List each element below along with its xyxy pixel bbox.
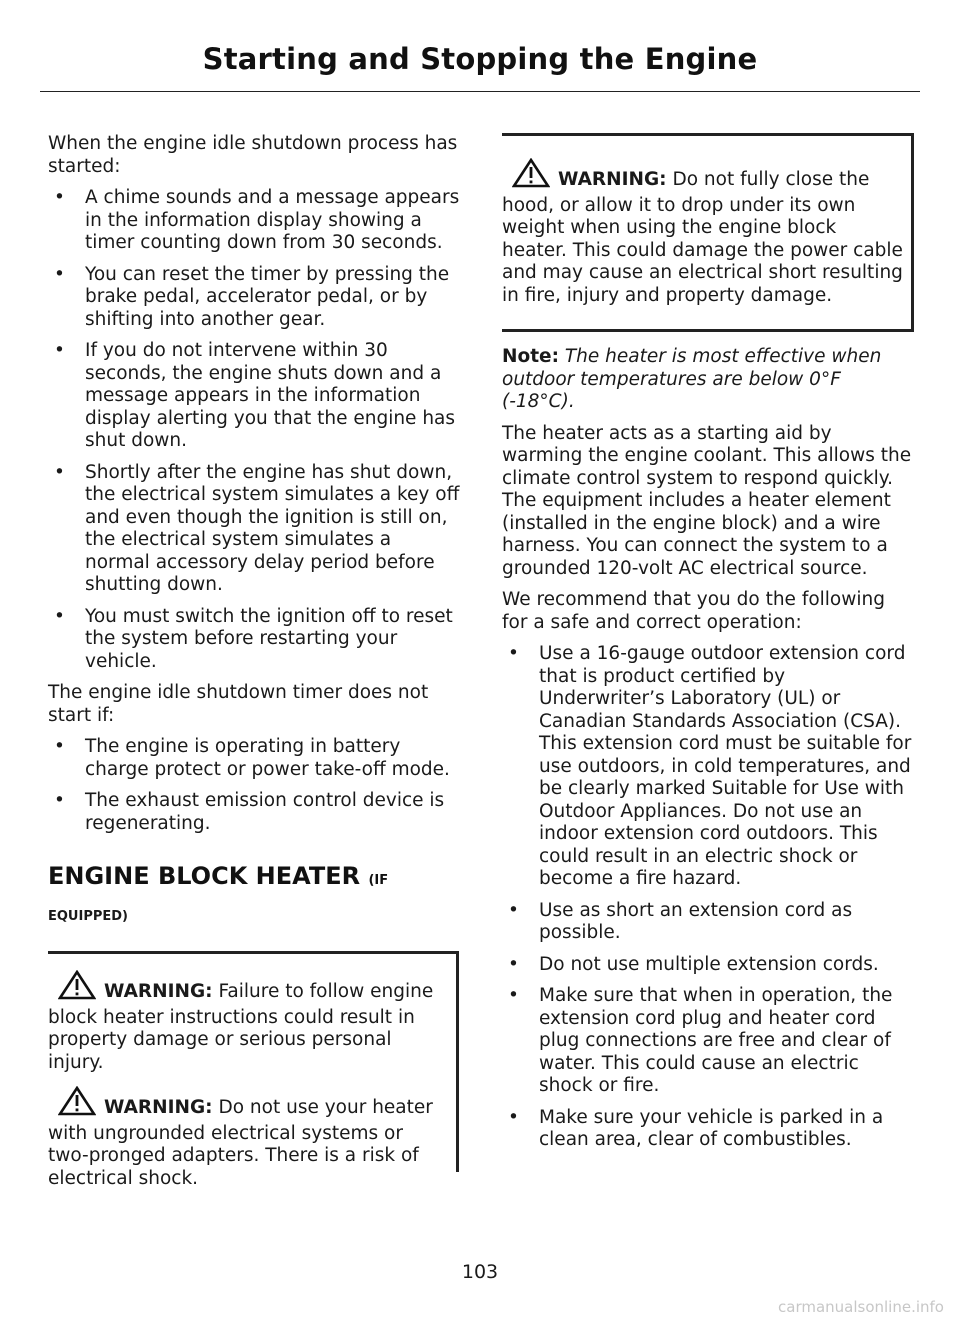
bullet-icon: • — [54, 461, 65, 483]
warning-label: WARNING: — [104, 981, 213, 1002]
list-item — [502, 985, 914, 1098]
list-item — [48, 790, 460, 835]
list-item — [48, 340, 460, 453]
list-item-text: Make sure your vehicle is parked in a clean area, clear of combustibles. — [539, 1106, 884, 1150]
warning-triangle-icon — [512, 158, 550, 195]
timer-exceptions-list — [48, 736, 460, 835]
list-item-text: The engine is operating in battery charge protect or power take-off mode. — [85, 736, 450, 780]
list-item-text: Make sure that when in operation, the extension cord plug and heater cord plug connections are free and clear of water. This could cause an electric shock or fire. — [539, 985, 893, 1096]
heater-description: The heater acts as a starting aid by warming the engine coolant. This allows the climate control system to respond quickly. The equipment includes a heater element (installed in the engine block) and a wire harness. You can connect the system to a grounded 120-volt AC electrical source. — [502, 422, 912, 579]
list-item-text: Do not use multiple extension cords. — [539, 953, 879, 975]
warning-text: Do not fully close the hood, or allow it to drop under its own weight when using the engine block heater. This could damage the power cable and may cause an electrical short resulting in fire, injury and property damage. — [502, 169, 903, 306]
watermark: carmanualsonline.info — [778, 1298, 944, 1316]
bullet-icon: • — [508, 899, 519, 921]
bullet-icon: • — [508, 985, 519, 1006]
list-item — [48, 264, 460, 332]
list-item — [502, 643, 914, 891]
idle-shutdown-list — [48, 187, 460, 673]
warning-paragraph — [502, 158, 903, 307]
section-heading-suffix: (IF — [368, 873, 389, 888]
note-label: Note: — [502, 346, 559, 367]
bullet-icon: • — [54, 605, 65, 627]
list-item-text: Use a 16-gauge outdoor extension cord that is product certified by Underwriter’s Laboratory (UL) or Canadian Standards Association (CSA). This extension cord must be suitable for use outdoors, in cold temperatures, and be clearly marked Suitable for Use with Outdoor Appliances. Do not use an indoor extension cord outdoors. This could result in an electric shock or become a fire hazard. — [539, 643, 912, 889]
bullet-icon: • — [54, 736, 65, 757]
bullet-icon: • — [508, 953, 519, 975]
list-item — [48, 736, 460, 781]
bullet-icon: • — [54, 790, 65, 811]
header-divider — [40, 91, 920, 92]
warning-label: WARNING: — [104, 1097, 213, 1118]
left-column — [48, 133, 460, 1189]
right-column — [502, 133, 914, 1161]
list-item — [48, 187, 460, 255]
timer-intro: The engine idle shutdown timer does not start if: — [48, 682, 429, 726]
recommendation-list — [502, 643, 914, 1152]
list-item-text: The exhaust emission control device is regenerating. — [85, 790, 445, 834]
bullet-icon: • — [508, 1106, 519, 1128]
warning-text: Failure to follow engine block heater instructions could result in property damage or serious personal injury. — [48, 981, 434, 1073]
list-item-text: Shortly after the engine has shut down, the electrical system simulates a key off and even though the ignition is still on, the electrical system simulates a normal accessory delay period before shutting down. — [85, 461, 460, 595]
list-item-text: If you do not intervene within 30 seconds, the engine shuts down and a message appears in the information display alerting you that the engine has shut down. — [85, 340, 456, 451]
warning-triangle-icon — [58, 1086, 96, 1123]
section-heading-text: ENGINE BLOCK HEATER — [48, 862, 361, 890]
list-item — [48, 606, 460, 674]
idle-shutdown-intro: When the engine idle shutdown process has started: — [48, 133, 458, 177]
warning-text: Do not use your heater with ungrounded electrical systems or two-pronged adapters. There is a risk of electrical shock. — [48, 1097, 433, 1189]
bullet-icon: • — [54, 187, 65, 208]
section-heading-continued: EQUIPPED) — [48, 909, 128, 924]
section-heading — [48, 862, 460, 895]
note-paragraph — [502, 346, 914, 414]
list-item — [502, 954, 914, 977]
warning-box — [48, 951, 459, 1189]
list-item-text: Use as short an extension cord as possible. — [539, 899, 853, 943]
bullet-icon: • — [508, 643, 519, 664]
list-item — [502, 900, 914, 945]
warning-label: WARNING: — [558, 169, 667, 190]
list-item — [502, 1107, 914, 1152]
list-item-text: You must switch the ignition off to reset the system before restarting your vehicle. — [85, 605, 453, 672]
warning-triangle-icon — [58, 970, 96, 1007]
list-item-text: A chime sounds and a message appears in the information display showing a timer counting down from 30 seconds. — [85, 187, 460, 253]
warning-paragraph — [48, 970, 446, 1074]
list-item-text: You can reset the timer by pressing the brake pedal, accelerator pedal, or by shifting into another gear. — [85, 263, 450, 330]
warning-paragraph — [48, 1086, 446, 1190]
list-item — [48, 462, 460, 597]
note-text: The heater is most effective when outdoor temperatures are below 0°F (-18°C). — [502, 346, 882, 412]
page-title: Starting and Stopping the Engine — [202, 42, 758, 76]
warning-box — [502, 133, 914, 332]
bullet-icon: • — [54, 340, 65, 361]
page-number: 103 — [461, 1261, 499, 1283]
recommendation-intro: We recommend that you do the following for a safe and correct operation: — [502, 589, 885, 633]
bullet-icon: • — [54, 263, 65, 285]
